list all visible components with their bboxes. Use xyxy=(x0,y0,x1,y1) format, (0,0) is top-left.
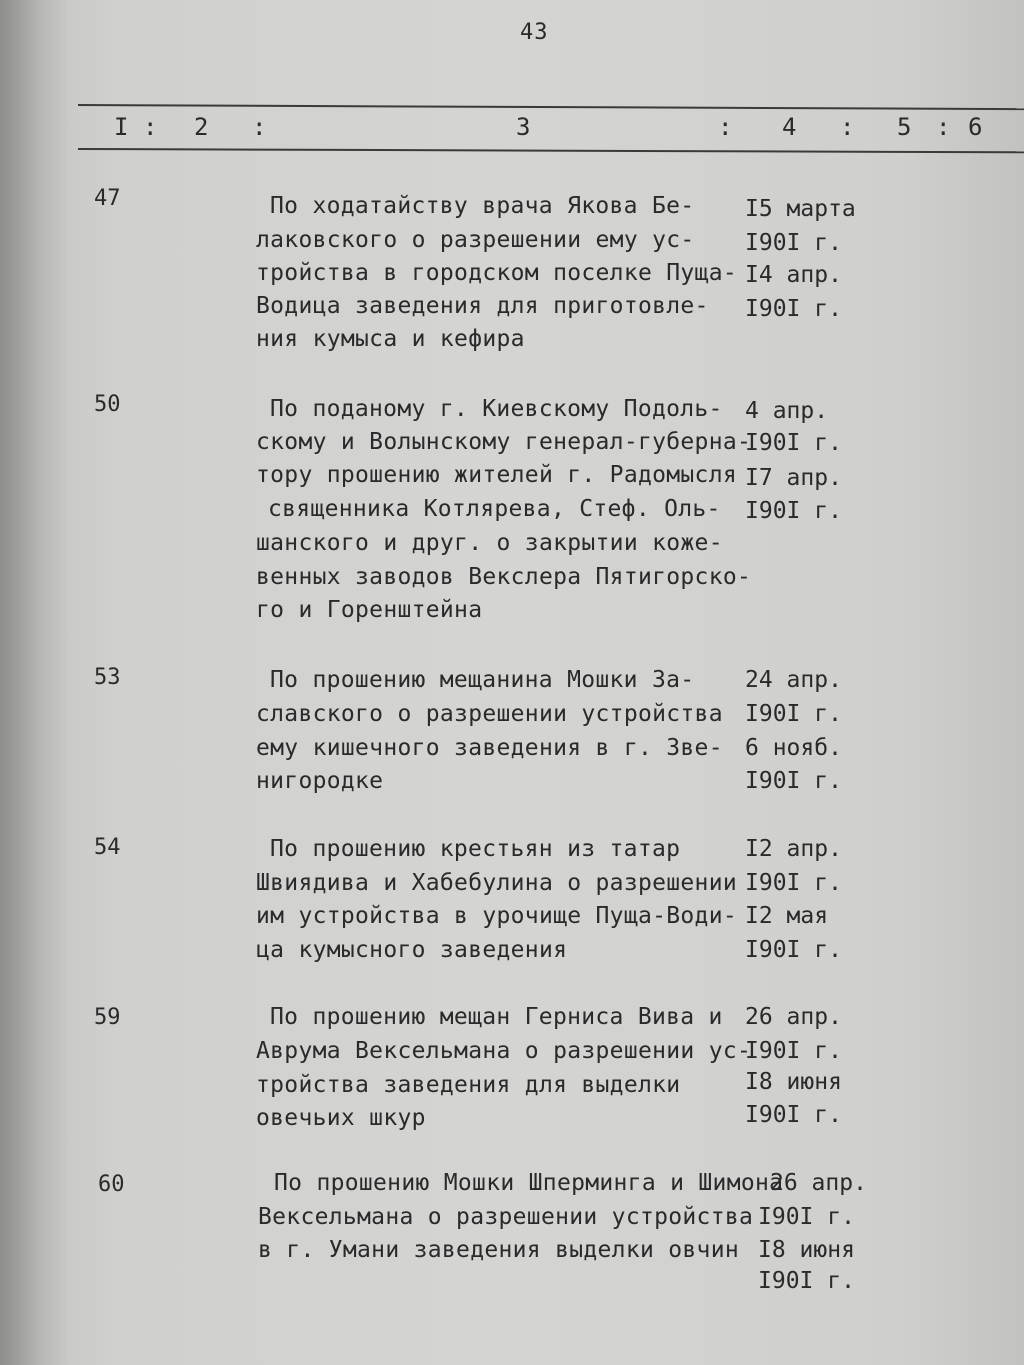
entry-date: 4 апр. xyxy=(745,398,829,424)
entry-date: I2 апр. xyxy=(745,836,842,862)
entry-date: I90I г. xyxy=(745,768,842,794)
entry-text-line: нигородке xyxy=(256,768,384,794)
entry-number: 53 xyxy=(94,665,121,690)
entry-text-line: По ходатайству врача Якова Бе- xyxy=(270,193,695,219)
entry-text-line: Швиядива и Хабебулина о разрешении xyxy=(256,870,738,896)
entry-text-line: священника Котлярева, Стеф. Оль- xyxy=(268,496,721,522)
header-col-3: 3 xyxy=(516,113,531,141)
entry-text-line: Аврума Вексельмана о разрешении ус- xyxy=(256,1038,752,1064)
entry-text-line: ца кумысного заведения xyxy=(256,937,568,963)
entry-number: 47 xyxy=(94,186,121,211)
entry-date: I4 апр. xyxy=(745,262,842,288)
entry-date: I90I г. xyxy=(745,870,842,896)
entry-text-line: в г. Умани заведения выделки овчин xyxy=(258,1237,740,1263)
header-col-5: 5 xyxy=(897,113,912,141)
entry-text-line: го и Горенштейна xyxy=(256,597,483,623)
entry-text-line: скому и Волынскому генерал-губерна- xyxy=(256,429,752,455)
entry-text-line: славского о разрешении устройства xyxy=(256,701,723,727)
header-separator-2: : xyxy=(252,113,267,141)
entry-date: I90I г. xyxy=(745,1102,842,1128)
entry-number: 54 xyxy=(94,835,121,860)
entry-text-line: венных заводов Векслера Пятигорско- xyxy=(256,564,752,590)
entry-text-line: По прошению мещан Герниса Вива и xyxy=(270,1004,723,1030)
entry-date: I90I г. xyxy=(745,1038,842,1064)
entry-date: I90I г. xyxy=(745,230,842,256)
entry-text-line: овечьих шкур xyxy=(256,1105,426,1131)
entry-date: I90I г. xyxy=(745,937,842,963)
entry-date: I90I г. xyxy=(745,296,842,322)
header-col-2: 2 xyxy=(194,113,209,141)
header-col-6: 6 xyxy=(968,113,983,141)
header-separator-3: : xyxy=(718,113,733,141)
entry-text-line: лаковского о разрешении ему ус- xyxy=(256,227,695,253)
entry-date: I90I г. xyxy=(758,1204,855,1230)
entry-date: 24 апр. xyxy=(745,667,842,693)
entry-text-line: Водица заведения для приготовле- xyxy=(256,293,709,319)
entry-text-line: По поданому г. Киевскому Подоль- xyxy=(270,396,723,422)
entry-text-line: Вексельмана о разрешении устройства xyxy=(258,1204,754,1230)
entry-date: I5 марта xyxy=(745,196,856,222)
entry-text-line: им устройства в урочище Пуща-Води- xyxy=(256,903,738,929)
entry-date: 26 апр. xyxy=(745,1004,842,1030)
header-col-4: 4 xyxy=(782,113,797,141)
entry-number: 60 xyxy=(98,1172,125,1197)
header-separator-5: : xyxy=(936,113,951,141)
header-bottom-rule xyxy=(78,148,1024,153)
entry-text-line: тору прошению жителей г. Радомысля xyxy=(256,462,738,488)
entry-text-line: шанского и друг. о закрытии коже- xyxy=(256,530,723,556)
entry-date: I2 мая xyxy=(745,903,829,929)
entry-text-line: тройства в городском поселке Пуща- xyxy=(256,260,738,286)
entry-number: 50 xyxy=(94,392,121,417)
entry-text-line: По прошению Мошки Шперминга и Шимона xyxy=(274,1170,784,1196)
entry-date: I8 июня xyxy=(758,1237,855,1263)
entry-text-line: тройства заведения для выделки xyxy=(256,1072,681,1098)
entry-date: I8 июня xyxy=(745,1069,842,1095)
entry-date: I90I г. xyxy=(745,701,842,727)
entry-text-line: ния кумыса и кефира xyxy=(256,326,525,352)
page-number: 43 xyxy=(520,20,549,45)
header-col-1: I xyxy=(114,113,129,141)
header-separator-1: : xyxy=(143,113,158,141)
entry-text-line: По прошению мещанина Мошки За- xyxy=(270,667,695,693)
entry-date: I90I г. xyxy=(758,1268,855,1294)
entry-date: I90I г. xyxy=(745,430,842,456)
entry-date: 6 нояб. xyxy=(745,735,842,761)
header-top-rule xyxy=(78,104,1024,110)
entry-date: I7 апр. xyxy=(745,465,842,491)
entry-date: I90I г. xyxy=(745,498,842,524)
entry-text-line: ему кишечного заведения в г. Зве- xyxy=(256,735,723,761)
entry-number: 59 xyxy=(94,1005,121,1030)
entry-text-line: По прошению крестьян из татар xyxy=(270,836,681,862)
header-separator-4: : xyxy=(840,113,855,141)
entry-date: 26 апр. xyxy=(770,1170,867,1196)
